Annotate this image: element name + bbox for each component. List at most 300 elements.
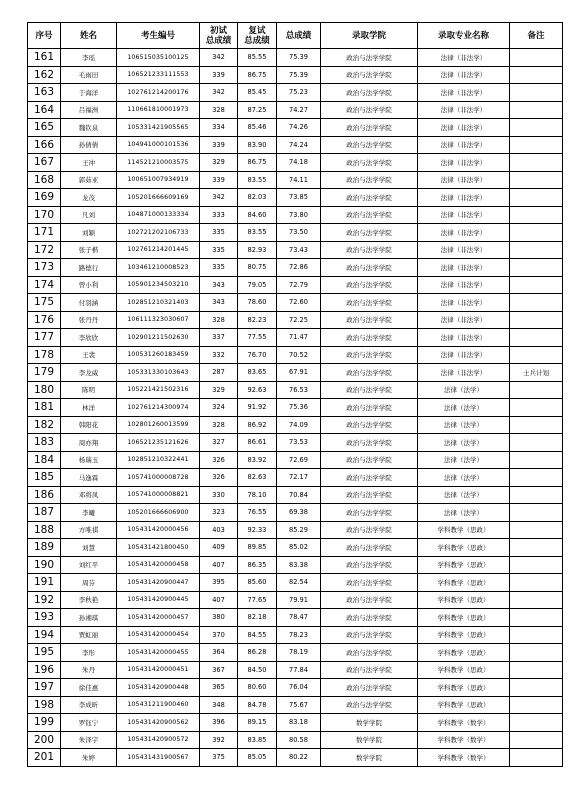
cell-id: 104941000101536 xyxy=(117,136,200,154)
cell-total: 83.38 xyxy=(277,556,321,574)
cell-college: 政治与法学学院 xyxy=(321,364,418,382)
cell-major: 法律（非法学） xyxy=(418,364,510,382)
header-college: 录取学院 xyxy=(321,23,418,49)
cell-total: 71.47 xyxy=(277,329,321,347)
table-row xyxy=(28,84,563,102)
cell-retest-score: 85.60 xyxy=(238,574,277,592)
table-row xyxy=(28,399,563,417)
cell-retest-score: 87.25 xyxy=(238,101,277,119)
cell-first-score: 396 xyxy=(200,714,238,732)
cell-name: 邓将凤 xyxy=(61,486,117,504)
cell-major: 学科教学（数学） xyxy=(418,731,510,749)
cell-name: 罗钰宁 xyxy=(61,714,117,732)
cell-major: 法律（非法学） xyxy=(418,294,510,312)
cell-total: 76.53 xyxy=(277,381,321,399)
cell-major: 法律（非法学） xyxy=(418,276,510,294)
table-row xyxy=(28,504,563,522)
cell-id: 105431420900572 xyxy=(117,731,200,749)
cell-major: 学科教学（数学） xyxy=(418,714,510,732)
cell-major: 学科教学（思政） xyxy=(418,661,510,679)
cell-first-score: 343 xyxy=(200,276,238,294)
cell-id: 102761214300974 xyxy=(117,399,200,417)
cell-id: 105431420900447 xyxy=(117,574,200,592)
cell-name: 刘红平 xyxy=(61,556,117,574)
table-row xyxy=(28,154,563,172)
cell-id: 105221421502316 xyxy=(117,381,200,399)
table-row xyxy=(28,136,563,154)
cell-retest-score: 84.78 xyxy=(238,696,277,714)
cell-total: 72.17 xyxy=(277,469,321,487)
cell-num: 173 xyxy=(28,259,61,277)
cell-id: 103461210008523 xyxy=(117,259,200,277)
cell-id: 110661810001973 xyxy=(117,101,200,119)
cell-num: 183 xyxy=(28,434,61,452)
cell-first-score: 334 xyxy=(200,119,238,137)
cell-retest-score: 86.35 xyxy=(238,556,277,574)
header-id: 考生编号 xyxy=(117,23,200,49)
cell-first-score: 328 xyxy=(200,416,238,434)
cell-first-score: 327 xyxy=(200,434,238,452)
cell-note xyxy=(510,556,563,574)
cell-name: 李成昕 xyxy=(61,696,117,714)
cell-id: 105201666606900 xyxy=(117,504,200,522)
cell-name: 刘颖 xyxy=(61,224,117,242)
cell-num: 196 xyxy=(28,661,61,679)
cell-college: 政治与法学学院 xyxy=(321,84,418,102)
cell-retest-score: 89.85 xyxy=(238,539,277,557)
cell-note xyxy=(510,311,563,329)
cell-id: 105431420000458 xyxy=(117,556,200,574)
cell-major: 法律（法学） xyxy=(418,504,510,522)
cell-first-score: 335 xyxy=(200,224,238,242)
cell-id: 105431420000455 xyxy=(117,644,200,662)
cell-college: 政治与法学学院 xyxy=(321,469,418,487)
cell-name: 曾小利 xyxy=(61,276,117,294)
cell-note xyxy=(510,539,563,557)
cell-num: 174 xyxy=(28,276,61,294)
cell-id: 105431420000457 xyxy=(117,609,200,627)
cell-college: 政治与法学学院 xyxy=(321,539,418,557)
cell-num: 184 xyxy=(28,451,61,469)
header-major: 录取专业名称 xyxy=(418,23,510,49)
cell-college: 政治与法学学院 xyxy=(321,556,418,574)
cell-total: 70.52 xyxy=(277,346,321,364)
cell-total: 77.84 xyxy=(277,661,321,679)
table-row xyxy=(28,119,563,137)
cell-college: 政治与法学学院 xyxy=(321,679,418,697)
table-row xyxy=(28,486,563,504)
cell-college: 政治与法学学院 xyxy=(321,101,418,119)
cell-note xyxy=(510,329,563,347)
cell-total: 74.24 xyxy=(277,136,321,154)
cell-num: 180 xyxy=(28,381,61,399)
cell-first-score: 342 xyxy=(200,49,238,67)
cell-total: 75.23 xyxy=(277,84,321,102)
cell-major: 法律（非法学） xyxy=(418,84,510,102)
cell-num: 161 xyxy=(28,49,61,67)
cell-first-score: 342 xyxy=(200,189,238,207)
table-row xyxy=(28,66,563,84)
cell-num: 168 xyxy=(28,171,61,189)
cell-first-score: 395 xyxy=(200,574,238,592)
cell-first-score: 392 xyxy=(200,731,238,749)
cell-college: 政治与法学学院 xyxy=(321,661,418,679)
cell-retest-score: 86.28 xyxy=(238,644,277,662)
cell-major: 法律（法学） xyxy=(418,486,510,504)
cell-note xyxy=(510,521,563,539)
cell-first-score: 380 xyxy=(200,609,238,627)
cell-id: 105901234503210 xyxy=(117,276,200,294)
cell-note: 士兵计划 xyxy=(510,364,563,382)
cell-major: 法律（非法学） xyxy=(418,171,510,189)
cell-num: 191 xyxy=(28,574,61,592)
cell-first-score: 333 xyxy=(200,206,238,224)
cell-num: 164 xyxy=(28,101,61,119)
cell-first-score: 287 xyxy=(200,364,238,382)
cell-college: 政治与法学学院 xyxy=(321,609,418,627)
table-row xyxy=(28,294,563,312)
table-row xyxy=(28,311,563,329)
cell-total: 83.18 xyxy=(277,714,321,732)
cell-name: 张子楷 xyxy=(61,241,117,259)
cell-first-score: 326 xyxy=(200,451,238,469)
cell-first-score: 326 xyxy=(200,469,238,487)
cell-retest-score: 80.75 xyxy=(238,259,277,277)
cell-college: 政治与法学学院 xyxy=(321,626,418,644)
cell-major: 法律（法学） xyxy=(418,399,510,417)
table-row xyxy=(28,714,563,732)
cell-num: 190 xyxy=(28,556,61,574)
cell-name: 朱婷 xyxy=(61,749,117,767)
cell-note xyxy=(510,66,563,84)
cell-first-score: 323 xyxy=(200,504,238,522)
cell-first-score: 403 xyxy=(200,521,238,539)
cell-name: 魏钦泉 xyxy=(61,119,117,137)
cell-major: 学科教学（思政） xyxy=(418,644,510,662)
cell-college: 政治与法学学院 xyxy=(321,294,418,312)
cell-major: 法律（法学） xyxy=(418,416,510,434)
table-row xyxy=(28,556,563,574)
cell-total: 78.19 xyxy=(277,644,321,662)
cell-id: 105431420000451 xyxy=(117,661,200,679)
table-row xyxy=(28,591,563,609)
cell-num: 166 xyxy=(28,136,61,154)
cell-num: 188 xyxy=(28,521,61,539)
cell-num: 163 xyxy=(28,84,61,102)
cell-num: 189 xyxy=(28,539,61,557)
cell-note xyxy=(510,416,563,434)
cell-num: 170 xyxy=(28,206,61,224)
cell-name: 韩阳花 xyxy=(61,416,117,434)
cell-num: 179 xyxy=(28,364,61,382)
cell-name: 张丹丹 xyxy=(61,311,117,329)
cell-college: 政治与法学学院 xyxy=(321,696,418,714)
cell-note xyxy=(510,434,563,452)
cell-major: 法律（非法学） xyxy=(418,259,510,277)
cell-note xyxy=(510,84,563,102)
cell-id: 102851210321403 xyxy=(117,294,200,312)
header-total: 总成绩 xyxy=(277,23,321,49)
cell-id: 106521235121626 xyxy=(117,434,200,452)
cell-total: 85.29 xyxy=(277,521,321,539)
table-row xyxy=(28,189,563,207)
cell-retest-score: 83.85 xyxy=(238,731,277,749)
header-row xyxy=(28,23,563,49)
cell-note xyxy=(510,714,563,732)
cell-num: 195 xyxy=(28,644,61,662)
cell-major: 法律（非法学） xyxy=(418,49,510,67)
cell-college: 政治与法学学院 xyxy=(321,119,418,137)
cell-retest-score: 80.60 xyxy=(238,679,277,697)
cell-note xyxy=(510,731,563,749)
cell-id: 105331421905565 xyxy=(117,119,200,137)
cell-num: 177 xyxy=(28,329,61,347)
cell-retest-score: 83.90 xyxy=(238,136,277,154)
cell-note xyxy=(510,189,563,207)
cell-note xyxy=(510,626,563,644)
cell-major: 学科教学（思政） xyxy=(418,521,510,539)
cell-id: 106521233111553 xyxy=(117,66,200,84)
cell-note xyxy=(510,486,563,504)
cell-retest-score: 83.92 xyxy=(238,451,277,469)
cell-retest-score: 85.55 xyxy=(238,49,277,67)
cell-total: 82.54 xyxy=(277,574,321,592)
cell-total: 85.02 xyxy=(277,539,321,557)
cell-name: 凡刘 xyxy=(61,206,117,224)
cell-name: 马逸霖 xyxy=(61,469,117,487)
cell-first-score: 335 xyxy=(200,241,238,259)
cell-first-score: 367 xyxy=(200,661,238,679)
cell-major: 法律（法学） xyxy=(418,451,510,469)
cell-note xyxy=(510,469,563,487)
cell-num: 165 xyxy=(28,119,61,137)
cell-id: 100531260183459 xyxy=(117,346,200,364)
cell-note xyxy=(510,346,563,364)
cell-id: 104871000133334 xyxy=(117,206,200,224)
cell-college: 政治与法学学院 xyxy=(321,381,418,399)
cell-first-score: 364 xyxy=(200,644,238,662)
cell-major: 法律（非法学） xyxy=(418,241,510,259)
table-row xyxy=(28,49,563,67)
cell-major: 学科教学（思政） xyxy=(418,591,510,609)
table-row xyxy=(28,749,563,767)
cell-num: 181 xyxy=(28,399,61,417)
cell-total: 76.04 xyxy=(277,679,321,697)
cell-retest-score: 82.03 xyxy=(238,189,277,207)
cell-total: 73.85 xyxy=(277,189,321,207)
table-row xyxy=(28,434,563,452)
cell-college: 政治与法学学院 xyxy=(321,416,418,434)
cell-name: 郭茹亚 xyxy=(61,171,117,189)
cell-note xyxy=(510,749,563,767)
cell-first-score: 332 xyxy=(200,346,238,364)
cell-first-score: 324 xyxy=(200,399,238,417)
table-row xyxy=(28,644,563,662)
cell-name: 于海洋 xyxy=(61,84,117,102)
cell-num: 162 xyxy=(28,66,61,84)
cell-first-score: 329 xyxy=(200,154,238,172)
cell-id: 105741000008728 xyxy=(117,469,200,487)
cell-num: 200 xyxy=(28,731,61,749)
cell-total: 74.09 xyxy=(277,416,321,434)
cell-first-score: 328 xyxy=(200,101,238,119)
cell-major: 法律（法学） xyxy=(418,434,510,452)
cell-id: 105431420000454 xyxy=(117,626,200,644)
cell-note xyxy=(510,381,563,399)
cell-note xyxy=(510,49,563,67)
cell-total: 75.39 xyxy=(277,49,321,67)
table-row xyxy=(28,469,563,487)
cell-total: 72.25 xyxy=(277,311,321,329)
cell-note xyxy=(510,259,563,277)
cell-note xyxy=(510,644,563,662)
cell-college: 政治与法学学院 xyxy=(321,311,418,329)
cell-college: 政治与法学学院 xyxy=(321,329,418,347)
cell-retest-score: 89.15 xyxy=(238,714,277,732)
cell-college: 政治与法学学院 xyxy=(321,259,418,277)
cell-num: 176 xyxy=(28,311,61,329)
table-row xyxy=(28,416,563,434)
cell-retest-score: 84.60 xyxy=(238,206,277,224)
table-row xyxy=(28,539,563,557)
cell-num: 178 xyxy=(28,346,61,364)
cell-note xyxy=(510,609,563,627)
cell-num: 172 xyxy=(28,241,61,259)
cell-college: 政治与法学学院 xyxy=(321,644,418,662)
cell-first-score: 407 xyxy=(200,591,238,609)
cell-college: 数学学院 xyxy=(321,731,418,749)
cell-first-score: 342 xyxy=(200,84,238,102)
cell-total: 74.11 xyxy=(277,171,321,189)
cell-num: 194 xyxy=(28,626,61,644)
cell-name: 刘慧 xyxy=(61,539,117,557)
cell-id: 105431420900562 xyxy=(117,714,200,732)
cell-retest-score: 76.55 xyxy=(238,504,277,522)
cell-id: 105201666609169 xyxy=(117,189,200,207)
cell-name: 孙湘琪 xyxy=(61,609,117,627)
cell-college: 政治与法学学院 xyxy=(321,241,418,259)
cell-id: 105431420900445 xyxy=(117,591,200,609)
cell-college: 政治与法学学院 xyxy=(321,224,418,242)
cell-retest-score: 82.23 xyxy=(238,311,277,329)
table-row xyxy=(28,381,563,399)
cell-num: 169 xyxy=(28,189,61,207)
cell-retest-score: 78.60 xyxy=(238,294,277,312)
cell-college: 政治与法学学院 xyxy=(321,574,418,592)
cell-first-score: 335 xyxy=(200,259,238,277)
cell-retest-score: 77.55 xyxy=(238,329,277,347)
cell-retest-score: 84.55 xyxy=(238,626,277,644)
cell-num: 175 xyxy=(28,294,61,312)
cell-college: 政治与法学学院 xyxy=(321,451,418,469)
cell-note xyxy=(510,276,563,294)
cell-retest-score: 82.93 xyxy=(238,241,277,259)
cell-retest-score: 85.46 xyxy=(238,119,277,137)
cell-first-score: 348 xyxy=(200,696,238,714)
cell-name: 李龙威 xyxy=(61,364,117,382)
cell-note xyxy=(510,504,563,522)
cell-num: 192 xyxy=(28,591,61,609)
cell-name: 李欣欣 xyxy=(61,329,117,347)
cell-id: 106515035100125 xyxy=(117,49,200,67)
cell-total: 72.86 xyxy=(277,259,321,277)
cell-college: 政治与法学学院 xyxy=(321,399,418,417)
cell-name: 周亦翔 xyxy=(61,434,117,452)
cell-major: 学科教学（思政） xyxy=(418,539,510,557)
cell-id: 105431431900567 xyxy=(117,749,200,767)
cell-retest-score: 76.70 xyxy=(238,346,277,364)
cell-total: 73.80 xyxy=(277,206,321,224)
cell-college: 政治与法学学院 xyxy=(321,276,418,294)
table-row xyxy=(28,626,563,644)
cell-first-score: 329 xyxy=(200,381,238,399)
cell-note xyxy=(510,451,563,469)
cell-major: 法律（非法学） xyxy=(418,346,510,364)
table-row xyxy=(28,206,563,224)
cell-first-score: 339 xyxy=(200,171,238,189)
cell-retest-score: 83.55 xyxy=(238,224,277,242)
cell-id: 105431211900460 xyxy=(117,696,200,714)
cell-major: 法律（非法学） xyxy=(418,206,510,224)
cell-college: 政治与法学学院 xyxy=(321,521,418,539)
cell-retest-score: 86.75 xyxy=(238,66,277,84)
cell-name: 吕福洲 xyxy=(61,101,117,119)
cell-total: 67.91 xyxy=(277,364,321,382)
cell-id: 106111323030607 xyxy=(117,311,200,329)
cell-note xyxy=(510,101,563,119)
cell-total: 80.22 xyxy=(277,749,321,767)
cell-id: 105331330103643 xyxy=(117,364,200,382)
cell-note xyxy=(510,679,563,697)
cell-total: 75.36 xyxy=(277,399,321,417)
cell-major: 学科教学（思政） xyxy=(418,696,510,714)
cell-name: 杨瑞玉 xyxy=(61,451,117,469)
cell-total: 72.60 xyxy=(277,294,321,312)
header-note: 备注 xyxy=(510,23,563,49)
cell-retest-score: 83.65 xyxy=(238,364,277,382)
cell-total: 75.39 xyxy=(277,66,321,84)
cell-id: 102901211502630 xyxy=(117,329,200,347)
table-row xyxy=(28,521,563,539)
cell-retest-score: 84.50 xyxy=(238,661,277,679)
cell-name: 李秋艳 xyxy=(61,591,117,609)
cell-name: 方唯祺 xyxy=(61,521,117,539)
table-row xyxy=(28,346,563,364)
cell-num: 187 xyxy=(28,504,61,522)
cell-id: 114521210003575 xyxy=(117,154,200,172)
cell-major: 学科教学（思政） xyxy=(418,679,510,697)
cell-note xyxy=(510,171,563,189)
cell-name: 王冲 xyxy=(61,154,117,172)
cell-name: 王裴 xyxy=(61,346,117,364)
cell-num: 167 xyxy=(28,154,61,172)
cell-college: 政治与法学学院 xyxy=(321,206,418,224)
table-row xyxy=(28,101,563,119)
cell-total: 80.58 xyxy=(277,731,321,749)
header-retest-score: 复试 总成绩 xyxy=(238,23,277,49)
cell-total: 73.53 xyxy=(277,434,321,452)
cell-total: 78.23 xyxy=(277,626,321,644)
cell-num: 198 xyxy=(28,696,61,714)
cell-college: 政治与法学学院 xyxy=(321,136,418,154)
cell-total: 73.43 xyxy=(277,241,321,259)
cell-first-score: 407 xyxy=(200,556,238,574)
table-row xyxy=(28,696,563,714)
cell-retest-score: 91.92 xyxy=(238,399,277,417)
cell-id: 105431420900448 xyxy=(117,679,200,697)
table-row xyxy=(28,661,563,679)
admission-list xyxy=(27,22,563,767)
